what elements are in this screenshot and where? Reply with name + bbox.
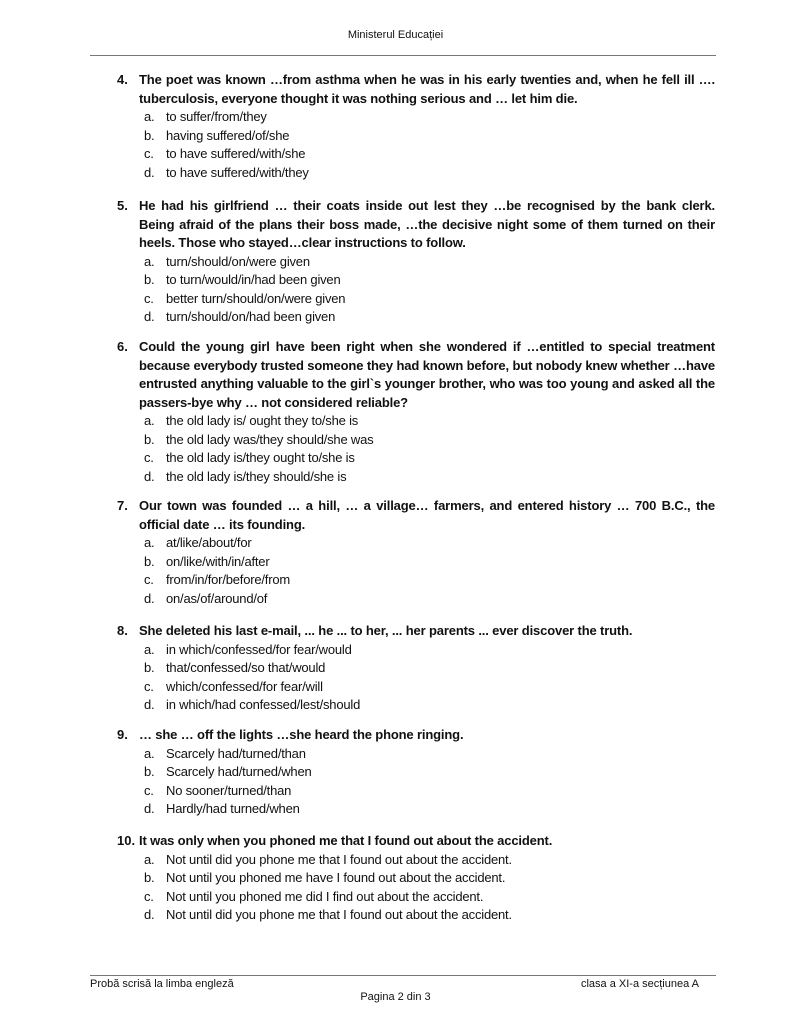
answer-option: [144, 763, 715, 782]
option-letter: b.: [144, 870, 155, 885]
page-number: Pagina 2 din 3: [360, 991, 431, 1003]
option-letter: c.: [144, 290, 154, 306]
option-letter: b.: [144, 764, 155, 779]
question: [117, 497, 715, 608]
question: [117, 338, 715, 486]
answer-option: [144, 696, 715, 715]
option-text: in which/confessed/for fear/would: [166, 641, 352, 657]
question-number: 4.: [117, 72, 128, 87]
option-letter: c.: [144, 572, 154, 587]
option-text: on/like/with/in/after: [166, 553, 270, 569]
question-text: The poet was known …from asthma when he was in his early twenties and, when he fell ill …. tuberculosis, everyone thought it was nothing serious and … let him die.: [139, 72, 715, 106]
option-text: Not until you phoned me have I found out about the accident.: [166, 870, 506, 885]
option-letter: d.: [144, 907, 155, 922]
answer-option: [144, 782, 715, 801]
answer-option: [144, 308, 715, 327]
option-text: turn/should/on/had been given: [166, 309, 336, 324]
answer-option: [144, 590, 715, 609]
option-letter: b.: [144, 127, 155, 143]
question: [117, 726, 715, 819]
option-letter: a.: [144, 535, 155, 550]
option-letter: c.: [144, 782, 154, 798]
option-text: to have suffered/with/she: [166, 146, 306, 161]
question-number: 7.: [117, 498, 128, 513]
question: [117, 71, 715, 182]
option-text: the old lady is/they should/she is: [166, 468, 347, 484]
option-letter: d.: [144, 468, 155, 484]
question-number: 9.: [117, 727, 128, 742]
page-header: Ministerul Educației: [347, 29, 444, 41]
option-text: to turn/would/in/had been given: [166, 272, 341, 287]
option-text: which/confessed/for fear/will: [166, 678, 323, 694]
answer-option: [144, 641, 715, 660]
option-text: No sooner/turned/than: [166, 782, 292, 798]
option-text: in which/had confessed/lest/should: [166, 697, 361, 712]
question-text: Our town was founded … a hill, … a village… farmers, and entered history … 700 B.C., the official date … its founding.: [139, 498, 715, 532]
option-text: from/in/for/before/from: [166, 572, 290, 587]
answer-option: [144, 888, 715, 907]
answer-option: [144, 253, 715, 272]
option-letter: a.: [144, 413, 155, 428]
option-text: Hardly/had turned/when: [166, 801, 300, 816]
option-letter: a.: [144, 641, 155, 657]
question-text: It was only when you phoned me that I found out about the accident.: [139, 833, 553, 848]
option-text: turn/should/on/were given: [166, 253, 310, 269]
option-letter: c.: [144, 678, 154, 694]
option-text: Not until did you phone me that I found out about the accident.: [166, 851, 512, 867]
answer-option: [144, 431, 715, 450]
question-text: Could the young girl have been right when she wondered if …entitled to special treatment because everybody trusted someone they had known before, but nobody knew whether …have entrusted anything valuable to the girl`s younger brother, who was too young and asked all the passers-bye why … not considered reliable?: [139, 339, 715, 410]
header-rule: [90, 55, 716, 56]
answer-option: [144, 449, 715, 468]
answer-option: [144, 108, 715, 127]
option-letter: c.: [144, 888, 154, 904]
question-number: 8.: [117, 623, 128, 638]
question: [117, 622, 715, 715]
option-letter: a.: [144, 851, 155, 867]
option-letter: b.: [144, 660, 155, 675]
question-text: … she … off the lights …she heard the phone ringing.: [139, 727, 464, 742]
footer-right: clasa a XI-a secțiunea A: [580, 978, 699, 990]
option-text: the old lady is/they ought to/she is: [166, 450, 355, 465]
answer-option: [144, 164, 715, 183]
answer-option: [144, 800, 715, 819]
answer-option: [144, 127, 715, 146]
option-text: to have suffered/with/they: [166, 164, 309, 180]
option-letter: c.: [144, 450, 154, 465]
option-letter: a.: [144, 745, 155, 761]
answer-option: [144, 851, 715, 870]
option-letter: b.: [144, 272, 155, 287]
question-text: He had his girlfriend … their coats inside out lest they …be recognised by the bank clerk. Being afraid of the plans their boss made, …the decisive night some of them turned on their heels. Those who stayed…clear instructions to follow.: [139, 198, 715, 250]
option-letter: a.: [144, 253, 155, 269]
option-letter: d.: [144, 590, 155, 606]
question: [117, 832, 715, 925]
answer-option: [144, 290, 715, 309]
option-text: at/like/about/for: [166, 535, 252, 550]
option-letter: d.: [144, 697, 155, 712]
option-text: on/as/of/around/of: [166, 590, 268, 606]
option-text: Not until did you phone me that I found out about the accident.: [166, 907, 512, 922]
option-letter: a.: [144, 109, 155, 124]
answer-option: [144, 745, 715, 764]
answer-option: [144, 534, 715, 553]
answer-option: [144, 553, 715, 572]
option-text: that/confessed/so that/would: [166, 660, 326, 675]
answer-option: [144, 145, 715, 164]
option-text: Scarcely had/turned/when: [166, 764, 312, 779]
option-text: better turn/should/on/were given: [166, 290, 346, 306]
answer-option: [144, 678, 715, 697]
answer-option: [144, 571, 715, 590]
answer-option: [144, 468, 715, 487]
option-letter: d.: [144, 801, 155, 816]
option-letter: d.: [144, 309, 155, 324]
footer-left: Probă scrisă la limba engleză: [90, 978, 234, 990]
option-letter: b.: [144, 553, 155, 569]
option-text: Not until you phoned me did I find out about the accident.: [166, 888, 484, 904]
question-number: 5.: [117, 198, 128, 213]
option-letter: d.: [144, 164, 155, 180]
answer-option: [144, 906, 715, 925]
option-letter: c.: [144, 146, 154, 161]
option-text: to suffer/from/they: [166, 109, 267, 124]
question: [117, 197, 715, 327]
option-text: the old lady is/ ought they to/she is: [166, 413, 359, 428]
option-letter: b.: [144, 431, 155, 447]
option-text: the old lady was/they should/she was: [166, 431, 374, 447]
footer-rule: [90, 975, 716, 976]
answer-option: [144, 869, 715, 888]
answer-option: [144, 659, 715, 678]
question-number: 10.: [117, 833, 136, 848]
option-text: having suffered/of/she: [166, 127, 290, 143]
question-text: She deleted his last e-mail, ... he ... to her, ... her parents ... ever discover the truth.: [139, 623, 633, 638]
question-number: 6.: [117, 339, 128, 354]
option-text: Scarcely had/turned/than: [166, 745, 306, 761]
answer-option: [144, 412, 715, 431]
answer-option: [144, 271, 715, 290]
